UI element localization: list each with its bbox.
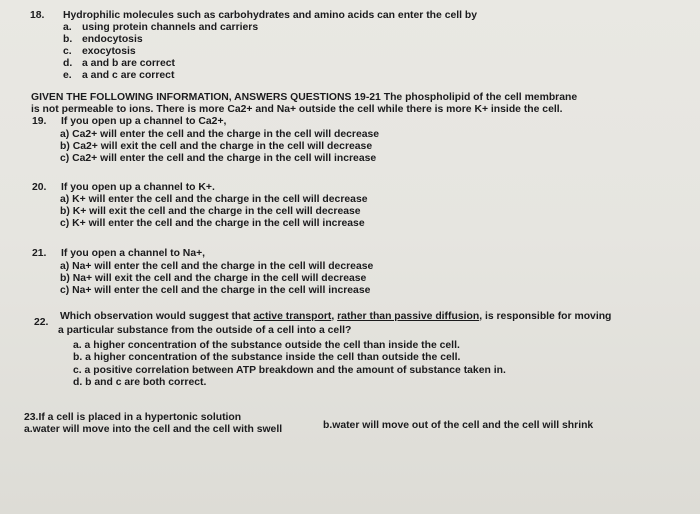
q18-option-e-letter: e.	[63, 70, 72, 81]
q19-option-b: b) Ca2+ will exit the cell and the charge in the cell will decrease	[60, 141, 373, 152]
q21-number: 21.	[32, 248, 47, 259]
q22-option-c: c. a positive correlation between ATP breakdown and the amount of substance taken in.	[73, 365, 506, 376]
q23-stem: 23.If a cell is placed in a hypertonic solution	[24, 412, 242, 423]
q23-option-a: a.water will move into the cell and the cell with swell	[24, 424, 283, 435]
q18-option-b-text: endocytosis	[82, 34, 143, 45]
given-line-1: GIVEN THE FOLLOWING INFORMATION, ANSWERS QUESTIONS 19-21 The phospholipid of the cell membrane	[31, 92, 578, 103]
q21-option-a: a) Na+ will enter the cell and the charge in the cell will decrease	[60, 261, 374, 272]
q18-option-a-text: using protein channels and carriers	[82, 22, 259, 33]
q19-option-a: a) Ca2+ will enter the cell and the charge in the cell will decrease	[60, 129, 380, 140]
q18-number: 18.	[30, 10, 45, 21]
q22-number: 22.	[34, 317, 49, 328]
q18-option-c-text: exocytosis	[82, 46, 136, 57]
q22-option-d: d. b and c are both correct.	[73, 377, 207, 388]
q18-option-d-text: a and b are correct	[82, 58, 175, 69]
q22-comma: ,	[331, 311, 338, 322]
q19-stem: If you open up a channel to Ca2+,	[61, 116, 227, 127]
q22-underline-passive-diffusion: rather than passive diffusion	[337, 311, 480, 322]
q18-option-a-letter: a.	[63, 22, 72, 33]
q22-stem-line-1	[60, 311, 611, 323]
q19-option-c: c) Ca2+ will enter the cell and the charge in the cell will increase	[60, 153, 377, 164]
q22-stem-end: , is responsible for moving	[479, 311, 612, 322]
q22-stem-start: Which observation would suggest that	[60, 311, 254, 322]
q20-stem: If you open up a channel to K+.	[61, 182, 215, 193]
q23-option-b: b.water will move out of the cell and the cell will shrink	[323, 420, 594, 431]
q20-option-c: c) K+ will enter the cell and the charge in the cell will increase	[60, 218, 365, 229]
q20-option-b: b) K+ will exit the cell and the charge in the cell will decrease	[60, 206, 361, 217]
q21-option-b: b) Na+ will exit the cell and the charge in the cell will decrease	[60, 273, 367, 284]
q18-option-d-letter: d.	[63, 58, 73, 69]
q19-number: 19.	[32, 116, 47, 127]
q20-number: 20.	[32, 182, 47, 193]
q22-underline-active-transport: active transport	[253, 311, 332, 322]
q22-option-a: a. a higher concentration of the substance outside the cell than inside the cell.	[73, 340, 460, 351]
q22-stem-line-2: a particular substance from the outside of a cell into a cell?	[58, 325, 352, 336]
q18-option-c-letter: c.	[63, 46, 72, 57]
q18-option-b-letter: b.	[63, 34, 73, 45]
q21-stem: If you open a channel to Na+,	[61, 248, 206, 259]
q22-option-b: b. a higher concentration of the substance inside the cell than outside the cell.	[73, 352, 461, 363]
q21-option-c: c) Na+ will enter the cell and the charge in the cell will increase	[60, 285, 371, 296]
q20-option-a: a) K+ will enter the cell and the charge in the cell will decrease	[60, 194, 368, 205]
q18-stem: Hydrophilic molecules such as carbohydrates and amino acids can enter the cell by	[63, 10, 478, 21]
given-line-2: is not permeable to ions. There is more Ca2+ and Na+ outside the cell while there is more K+ inside the cell.	[31, 104, 563, 115]
q18-option-e-text: a and c are correct	[82, 70, 175, 81]
